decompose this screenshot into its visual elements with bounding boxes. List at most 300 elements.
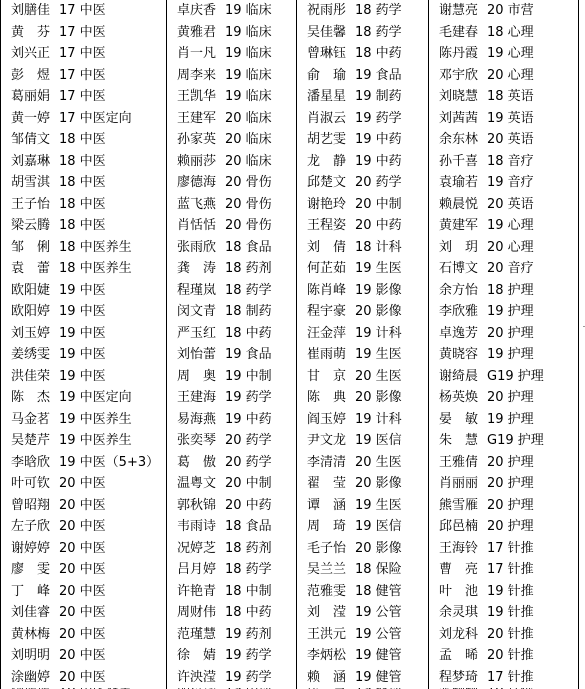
student-class: 19 中医 xyxy=(59,347,106,363)
student-class: 19 临床 xyxy=(225,46,272,62)
student-class: 19 药学 xyxy=(355,110,402,126)
roster-entry xyxy=(1,495,167,517)
student-name: 李炳松 xyxy=(307,648,347,664)
roster-entry xyxy=(429,43,578,65)
roster-entry xyxy=(297,473,429,495)
roster-entry xyxy=(297,581,429,603)
student-class: 17 中医 xyxy=(59,67,106,83)
roster-entry xyxy=(167,430,297,452)
roster-entry xyxy=(297,258,429,280)
roster-entry xyxy=(429,430,578,452)
student-class: 17 针推 xyxy=(487,669,534,685)
roster-entry xyxy=(167,258,297,280)
student-name: 严玉红 xyxy=(177,325,217,341)
roster-entry xyxy=(1,581,167,603)
roster-entry xyxy=(429,237,578,259)
roster-entry xyxy=(167,581,297,603)
student-class: 19 临床 xyxy=(225,89,272,105)
student-name: 毛子怡 xyxy=(307,540,347,556)
roster-entry xyxy=(429,581,578,603)
student-class: 19 中制 xyxy=(225,368,272,384)
student-name: 黄雅君 xyxy=(177,24,217,40)
student-name: 崔雨萌 xyxy=(307,347,347,363)
student-class: 20 英语 xyxy=(487,196,534,212)
roster-entry xyxy=(1,452,167,474)
student-class: 20 中医 xyxy=(59,497,106,513)
roster-entry xyxy=(1,387,167,409)
student-name: 周 奥 xyxy=(177,368,217,384)
student-class: 18 中医 xyxy=(59,196,106,212)
student-class: 20 生医 xyxy=(355,454,402,470)
student-class: 19 制药 xyxy=(355,89,402,105)
student-class: G19 护理 xyxy=(487,433,544,449)
roster-entry xyxy=(1,22,167,44)
roster-entry xyxy=(167,667,297,689)
roster-entry xyxy=(1,624,167,646)
roster-entry xyxy=(1,559,167,581)
student-name: 吴兰兰 xyxy=(307,562,347,578)
student-name: 刘 倩 xyxy=(307,239,347,255)
student-class: 20 骨伤 xyxy=(225,218,272,234)
student-name: 杨英焕 xyxy=(439,390,479,406)
roster-entry xyxy=(429,280,578,302)
student-name: 甘 京 xyxy=(307,368,347,384)
roster-entry xyxy=(1,516,167,538)
roster-entry xyxy=(167,473,297,495)
student-name: 邹 俐 xyxy=(11,239,51,255)
roster-entry xyxy=(167,323,297,345)
roster-entry xyxy=(167,129,297,151)
roster-entry xyxy=(429,538,578,560)
roster-entry xyxy=(167,344,297,366)
roster-entry xyxy=(297,280,429,302)
roster-entry xyxy=(429,22,578,44)
student-class: 19 针推 xyxy=(487,583,534,599)
student-name: 卓庆香 xyxy=(177,3,217,19)
roster-entry xyxy=(167,0,297,22)
student-name: 刘茜茜 xyxy=(439,110,479,126)
student-class: 20 护理 xyxy=(487,325,534,341)
student-class: 18 中药 xyxy=(225,325,272,341)
roster-entry xyxy=(297,151,429,173)
roster-entry xyxy=(429,108,578,130)
roster-entry xyxy=(1,0,167,22)
student-class: 20 市营 xyxy=(487,3,534,19)
student-name: 程瑾岚 xyxy=(177,282,217,298)
student-class: 19 计科 xyxy=(355,411,402,427)
roster-entry xyxy=(1,280,167,302)
student-name: 陈 典 xyxy=(307,390,347,406)
roster-entry xyxy=(1,667,167,689)
student-name: 余灵琪 xyxy=(439,605,479,621)
student-name: 葛丽娟 xyxy=(11,89,51,105)
student-class: 19 中药 xyxy=(355,153,402,169)
student-class: 18 中医养生 xyxy=(59,261,132,277)
roster-entry xyxy=(1,301,167,323)
student-name: 吕月婷 xyxy=(177,562,217,578)
roster-entry xyxy=(297,323,429,345)
student-name: 俞 瑜 xyxy=(307,67,347,83)
roster-entry xyxy=(1,538,167,560)
roster-entry xyxy=(297,344,429,366)
student-class: 18 中医 xyxy=(59,132,106,148)
student-class: 20 生医 xyxy=(355,368,402,384)
student-name: 熊雪雁 xyxy=(439,497,479,513)
student-name: 黄建军 xyxy=(439,218,479,234)
student-class: 19 中医 xyxy=(59,368,106,384)
roster-entry xyxy=(167,387,297,409)
roster-entry xyxy=(297,409,429,431)
student-name: 黄晓容 xyxy=(439,347,479,363)
student-name: 袁 蕾 xyxy=(11,261,51,277)
roster-entry xyxy=(429,65,578,87)
roster-entry xyxy=(429,0,578,22)
student-class: 20 护理 xyxy=(487,476,534,492)
student-class: 20 音疗 xyxy=(487,261,534,277)
student-name: 李欣雅 xyxy=(439,304,479,320)
student-name: 张雨欣 xyxy=(177,239,217,255)
roster-entry xyxy=(429,495,578,517)
student-name: 王海铃 xyxy=(439,540,479,556)
roster-entry xyxy=(297,108,429,130)
student-class: 19 中医 xyxy=(59,304,106,320)
roster-entry xyxy=(297,65,429,87)
roster-entry xyxy=(167,495,297,517)
student-class: 20 药学 xyxy=(225,454,272,470)
student-class: 18 药剂 xyxy=(225,261,272,277)
student-name: 许艳青 xyxy=(177,583,217,599)
student-name: 刘龙科 xyxy=(439,626,479,642)
student-name: 刘佳睿 xyxy=(11,605,51,621)
student-name: 吴佳馨 xyxy=(307,24,347,40)
roster-entry xyxy=(167,409,297,431)
roster-entry xyxy=(1,409,167,431)
student-class: 19 健管 xyxy=(355,669,402,685)
student-class: 18 药学 xyxy=(225,562,272,578)
student-name: 葛 傲 xyxy=(177,454,217,470)
student-class: 20 护理 xyxy=(487,454,534,470)
student-class: 19 生医 xyxy=(355,261,402,277)
student-class: 19 护理 xyxy=(487,411,534,427)
student-class: 20 临床 xyxy=(225,132,272,148)
student-class: 20 骨伤 xyxy=(225,175,272,191)
student-class: 19 药剂 xyxy=(225,626,272,642)
roster-entry xyxy=(1,172,167,194)
student-class: 19 中医定向 xyxy=(59,390,132,406)
roster-entry xyxy=(297,430,429,452)
roster-entry xyxy=(429,645,578,667)
student-class: 19 中医 xyxy=(59,282,106,298)
student-class: 20 药学 xyxy=(225,433,272,449)
roster-entry xyxy=(429,301,578,323)
roster-entry xyxy=(167,366,297,388)
student-class: 19 心理 xyxy=(487,46,534,62)
roster-entry xyxy=(297,559,429,581)
roster-entry xyxy=(429,151,578,173)
student-name: 尹文龙 xyxy=(307,433,347,449)
student-class: 20 针推 xyxy=(487,648,534,664)
roster-entry xyxy=(429,516,578,538)
student-name: 左子欣 xyxy=(11,519,51,535)
student-name: 曹 亮 xyxy=(439,562,479,578)
student-class: 20 护理 xyxy=(487,497,534,513)
roster-entry xyxy=(1,215,167,237)
roster-entry xyxy=(167,65,297,87)
student-class: 18 中医 xyxy=(59,153,106,169)
roster-entry xyxy=(167,86,297,108)
student-class: 18 中药 xyxy=(225,605,272,621)
student-class: 17 中医 xyxy=(59,24,106,40)
student-class: 19 计科 xyxy=(355,325,402,341)
student-class: 19 针推 xyxy=(487,605,534,621)
student-name: 曾昭翔 xyxy=(11,497,51,513)
student-name: 况婷芝 xyxy=(177,540,217,556)
student-class: 19 音疗 xyxy=(487,175,534,191)
student-class: 19 心理 xyxy=(487,218,534,234)
student-class: 19 中医养生 xyxy=(59,411,132,427)
student-class: 19 中医养生 xyxy=(59,433,132,449)
student-name: 刘晓慧 xyxy=(439,89,479,105)
roster-entry xyxy=(429,624,578,646)
student-name: 程宇豪 xyxy=(307,304,347,320)
roster-entry xyxy=(167,194,297,216)
roster-entry xyxy=(297,366,429,388)
student-class: 17 中医 xyxy=(59,89,106,105)
student-class: 19 公管 xyxy=(355,626,402,642)
student-class: 20 护理 xyxy=(487,390,534,406)
student-name: 肖恬恬 xyxy=(177,218,217,234)
student-name: 李晗欣 xyxy=(11,454,51,470)
student-class: 18 中药 xyxy=(355,46,402,62)
student-name: 邓宇欣 xyxy=(439,67,479,83)
student-class: 19 公管 xyxy=(355,605,402,621)
roster-entry xyxy=(429,366,578,388)
roster-entry xyxy=(297,516,429,538)
student-class: 18 药学 xyxy=(225,282,272,298)
student-name: 孟 晞 xyxy=(439,648,479,664)
student-class: 19 食品 xyxy=(225,347,272,363)
student-name: 肖丽丽 xyxy=(439,476,479,492)
student-name: 徐 婧 xyxy=(177,648,217,664)
student-name: 王程姿 xyxy=(307,218,347,234)
student-class: 18 计科 xyxy=(355,239,402,255)
student-name: 丁 峰 xyxy=(11,583,51,599)
student-class: 20 心理 xyxy=(487,67,534,83)
student-name: 孙家英 xyxy=(177,132,217,148)
student-class: 19 中医 xyxy=(59,325,106,341)
student-name: 梁云腾 xyxy=(11,218,51,234)
roster-entry xyxy=(167,172,297,194)
student-class: 19 临床 xyxy=(225,3,272,19)
roster-entry xyxy=(297,172,429,194)
student-class: 17 针推 xyxy=(487,562,534,578)
roster-entry xyxy=(297,43,429,65)
roster-entry xyxy=(167,237,297,259)
student-name: 胡艺雯 xyxy=(307,132,347,148)
student-class: 18 音疗 xyxy=(487,153,534,169)
roster-entry xyxy=(1,86,167,108)
student-name: 邱楚文 xyxy=(307,175,347,191)
student-name: 祝雨彤 xyxy=(307,3,347,19)
student-class: 20 影像 xyxy=(355,476,402,492)
student-name: 谢绮晨 xyxy=(439,368,479,384)
student-class: 18 药学 xyxy=(355,3,402,19)
student-name: 刘 玥 xyxy=(439,239,479,255)
student-name: 谢艳玲 xyxy=(307,196,347,212)
page-right-margin xyxy=(580,0,585,689)
student-class: 19 影像 xyxy=(355,282,402,298)
student-class: 20 骨伤 xyxy=(225,196,272,212)
student-name: 韦雨诗 xyxy=(177,519,217,535)
student-class: 17 中医 xyxy=(59,3,106,19)
roster-entry xyxy=(429,215,578,237)
roster-entry xyxy=(167,559,297,581)
roster-entry xyxy=(1,323,167,345)
student-class: 19 中药 xyxy=(225,411,272,427)
student-class: 18 药学 xyxy=(355,24,402,40)
student-name: 黄 芬 xyxy=(11,24,51,40)
student-name: 王雅倩 xyxy=(439,454,479,470)
student-class: 20 影像 xyxy=(355,540,402,556)
roster-entry xyxy=(429,559,578,581)
student-class: 19 英语 xyxy=(487,110,534,126)
student-name: 龚 涛 xyxy=(177,261,217,277)
roster-entry xyxy=(429,258,578,280)
student-name: 周李来 xyxy=(177,67,217,83)
student-name: 翟 莹 xyxy=(307,476,347,492)
student-name: 刘明明 xyxy=(11,648,51,664)
student-name: 许泱滢 xyxy=(177,669,217,685)
student-name: 范雅雯 xyxy=(307,583,347,599)
student-class: 20 中药 xyxy=(225,497,272,513)
roster-entry xyxy=(167,215,297,237)
student-name: 胡雪淇 xyxy=(11,175,51,191)
student-class: 20 英语 xyxy=(487,132,534,148)
student-name: 龙 静 xyxy=(307,153,347,169)
roster-entry xyxy=(297,624,429,646)
student-class: 20 中医 xyxy=(59,476,106,492)
student-class: 19 医信 xyxy=(355,519,402,535)
roster-entry xyxy=(429,452,578,474)
student-name: 张奕琴 xyxy=(177,433,217,449)
student-name: 廖德海 xyxy=(177,175,217,191)
roster-entry xyxy=(297,602,429,624)
student-name: 刘 滢 xyxy=(307,605,347,621)
student-class: 18 药剂 xyxy=(225,540,272,556)
student-class: 19 医信 xyxy=(355,433,402,449)
student-name: 王建军 xyxy=(177,110,217,126)
student-name: 易海燕 xyxy=(177,411,217,427)
student-name: 闵文青 xyxy=(177,304,217,320)
roster-entry xyxy=(167,151,297,173)
student-name: 陈 杰 xyxy=(11,390,51,406)
student-class: 18 护理 xyxy=(487,282,534,298)
student-name: 谢婷婷 xyxy=(11,540,51,556)
roster-entry xyxy=(1,366,167,388)
student-class: 20 药学 xyxy=(355,175,402,191)
student-class: 18 中制 xyxy=(225,583,272,599)
roster-entry xyxy=(167,538,297,560)
roster-entry xyxy=(297,667,429,689)
roster-entry xyxy=(429,344,578,366)
student-name: 赖丽莎 xyxy=(177,153,217,169)
student-class: 20 中医 xyxy=(59,648,106,664)
roster-entry xyxy=(297,0,429,22)
student-name: 赖 涵 xyxy=(307,669,347,685)
roster-entry xyxy=(429,86,578,108)
student-name: 潘星星 xyxy=(307,89,347,105)
student-name: 黄一婷 xyxy=(11,110,51,126)
roster-entry xyxy=(1,645,167,667)
student-name: 周财伟 xyxy=(177,605,217,621)
student-class: 18 中医 xyxy=(59,218,106,234)
student-class: 19 药学 xyxy=(225,390,272,406)
roster-entry xyxy=(429,323,578,345)
roster-entry xyxy=(297,452,429,474)
student-class: 19 健管 xyxy=(355,648,402,664)
student-name: 汪金萍 xyxy=(307,325,347,341)
student-name: 王建海 xyxy=(177,390,217,406)
roster-entry xyxy=(167,22,297,44)
student-class: 19 中药 xyxy=(355,132,402,148)
student-class: 18 保险 xyxy=(355,562,402,578)
student-name: 肖一凡 xyxy=(177,46,217,62)
student-class: 20 中医 xyxy=(59,605,106,621)
student-name: 彭 煜 xyxy=(11,67,51,83)
roster-entry xyxy=(429,129,578,151)
roster-entry xyxy=(429,194,578,216)
student-name: 袁瑜若 xyxy=(439,175,479,191)
student-class: 20 临床 xyxy=(225,110,272,126)
student-class: 19 药学 xyxy=(225,669,272,685)
student-name: 谢慧亮 xyxy=(439,3,479,19)
student-name: 黄林梅 xyxy=(11,626,51,642)
roster-entry xyxy=(297,237,429,259)
student-name: 曾琳钰 xyxy=(307,46,347,62)
student-name: 邱邑楠 xyxy=(439,519,479,535)
student-class: 19 药学 xyxy=(225,648,272,664)
student-class: 19 临床 xyxy=(225,24,272,40)
student-class: 20 护理 xyxy=(487,519,534,535)
student-name: 谭 涵 xyxy=(307,497,347,513)
roster-entry xyxy=(167,452,297,474)
student-class: 20 中制 xyxy=(355,196,402,212)
student-name: 程梦琦 xyxy=(439,669,479,685)
student-name: 洪佳荣 xyxy=(11,368,51,384)
student-name: 欧阳婕 xyxy=(11,282,51,298)
student-name: 李清清 xyxy=(307,454,347,470)
roster-entry xyxy=(1,108,167,130)
roster-entry xyxy=(297,129,429,151)
roster-entry xyxy=(1,602,167,624)
student-name: 余东林 xyxy=(439,132,479,148)
roster-entry xyxy=(1,43,167,65)
student-name: 石博文 xyxy=(439,261,479,277)
roster-entry xyxy=(167,602,297,624)
student-name: 刘嘉琳 xyxy=(11,153,51,169)
roster-entry xyxy=(297,215,429,237)
student-class: 18 制药 xyxy=(225,304,272,320)
student-class: 20 影像 xyxy=(355,390,402,406)
roster-entry xyxy=(1,473,167,495)
student-name: 范瑾慧 xyxy=(177,626,217,642)
roster-entry xyxy=(1,151,167,173)
roster-entry xyxy=(1,258,167,280)
student-class: 20 临床 xyxy=(225,153,272,169)
student-class: 17 中医定向 xyxy=(59,110,132,126)
student-class: 19 护理 xyxy=(487,347,534,363)
student-class: 20 心理 xyxy=(487,239,534,255)
